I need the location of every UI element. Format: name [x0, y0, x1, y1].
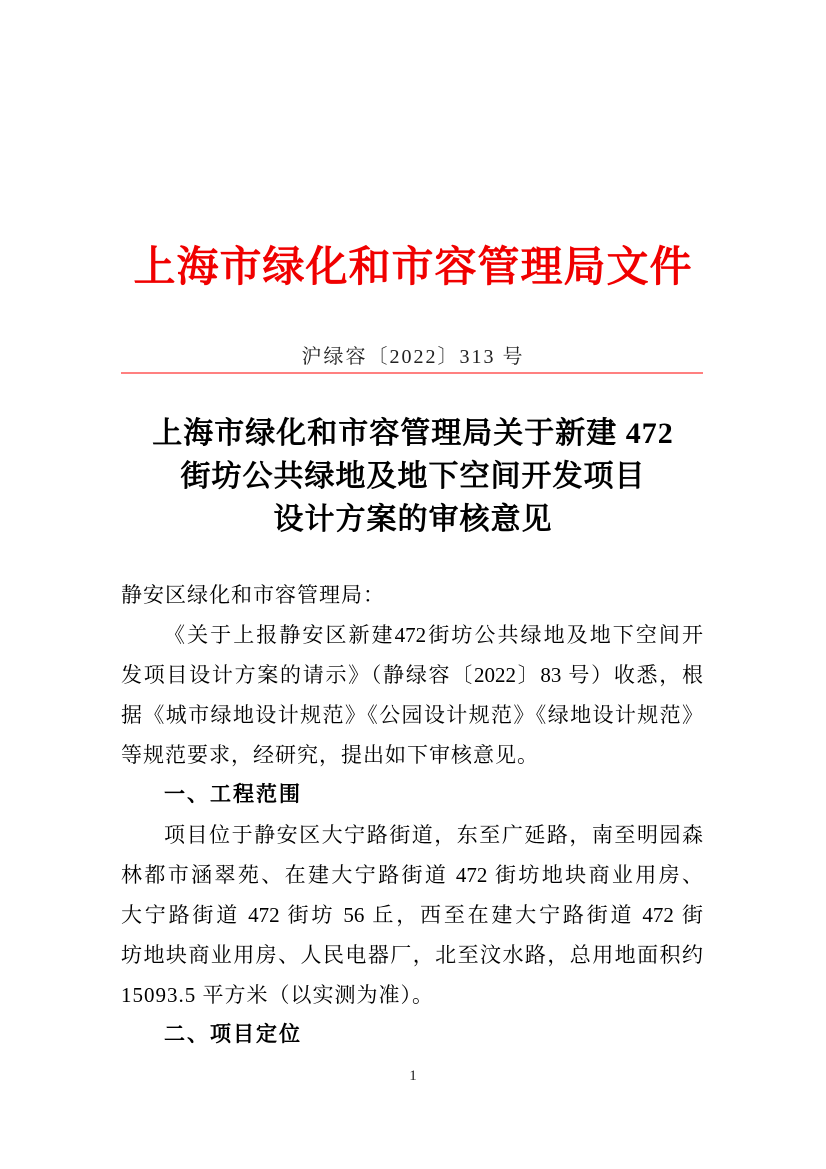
document-title-line-3: 设计方案的审核意见 — [273, 503, 553, 536]
body-line: 据《城市绿地设计规范》《公园设计规范》《绿地设计规范》 — [121, 703, 703, 727]
body-line: 大宁路街道 472 街坊 56 丘，西至在建大宁路街道 472 街 — [121, 903, 703, 927]
section-heading-1: 一、工程范围 — [164, 783, 302, 806]
document-title-line-2: 街坊公共绿地及地下空间开发项目 — [180, 460, 646, 493]
body-line: 等规范要求，经研究，提出如下审核意见。 — [121, 743, 539, 767]
body-line: 发项目设计方案的请示》（静绿容〔2022〕83 号）收悉，根 — [121, 663, 703, 687]
document-number: 沪绿容〔2022〕313 号 — [301, 346, 525, 368]
document-title-line-1: 上海市绿化和市容管理局关于新建 472 — [152, 417, 674, 450]
letterhead-divider-rule — [121, 372, 703, 374]
page-number: 1 — [409, 1068, 417, 1084]
letterhead-title: 上海市绿化和市容管理局文件 — [133, 245, 693, 291]
document-title — [62, 412, 764, 541]
document-body — [121, 575, 703, 1055]
body-line: 项目位于静安区大宁路街道，东至广延路，南至明园森 — [164, 823, 703, 847]
body-line: 坊地块商业用房、人民电器厂，北至汶水路，总用地面积约 — [121, 943, 703, 967]
salutation-line: 静安区绿化和市容管理局： — [121, 583, 385, 607]
section-heading-2: 二、项目定位 — [164, 1023, 302, 1046]
body-line: 林都市涵翠苑、在建大宁路街道 472 街坊地块商业用房、 — [121, 863, 703, 887]
body-line: 15093.5 平方米（以实测为准）。 — [121, 983, 434, 1007]
body-line: 《关于上报静安区新建472街坊公共绿地及地下空间开 — [164, 623, 703, 647]
